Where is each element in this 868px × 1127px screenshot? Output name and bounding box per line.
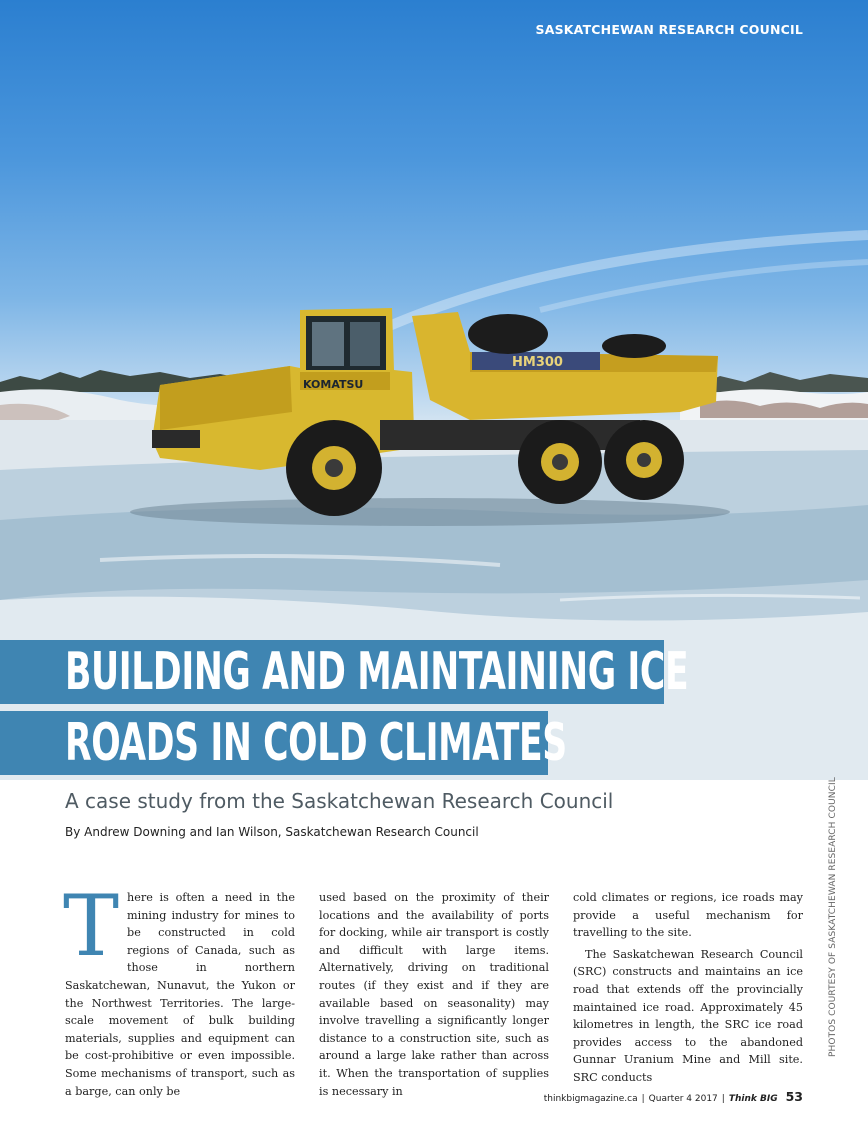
body-column-1 bbox=[63, 877, 295, 1100]
byline: By Andrew Downing and Ian Wilson, Saskatchewan Research Council bbox=[65, 825, 479, 839]
footer-site: thinkbigmagazine.ca bbox=[543, 1094, 638, 1104]
truck-brand-label: KOMATSU bbox=[303, 378, 364, 391]
body-paragraph: used based on the proximity of their locations and the availability of ports for docking, while air transport is costly and difficult with large items. Alternatively, driving on traditional routes (if they exist and if they are available based on seasonality) may involve travelling a significantly longer distance to a construction site, such as around a large lake rather than across it. When the transportation of supplies is necessary in bbox=[319, 891, 549, 1098]
footer-magazine: Think BIG bbox=[728, 1094, 778, 1104]
photo-credit: PHOTOS COURTESY OF SASKATCHEWAN RESEARCH COUNCIL bbox=[828, 777, 838, 1057]
truck-model-label: HM300 bbox=[512, 355, 563, 370]
title-line-1-text: BUILDING AND MAINTAINING ICE bbox=[65, 642, 689, 702]
body-paragraph: cold climates or regions, ice roads may provide a useful mechanism for travelling to the site. bbox=[573, 891, 803, 940]
page-number: 53 bbox=[785, 1089, 803, 1104]
footer-issue: Quarter 4 2017 bbox=[648, 1094, 718, 1104]
body-paragraph: The Saskatchewan Research Council (SRC) constructs and maintains an ice road that extends off the provincially maintained ice road. Approximately 45 kilometres in length, the SRC ice road provides access to the abandoned Gunnar Uranium Mine and Mill site. SRC conducts bbox=[573, 947, 803, 1084]
drop-cap: T bbox=[63, 877, 120, 975]
running-head: SASKATCHEWAN RESEARCH COUNCIL bbox=[535, 22, 803, 37]
page-footer: thinkbigmagazine.ca | Quarter 4 2017 | Think BIG 53 bbox=[543, 1089, 803, 1104]
body-paragraph: here is often a need in the mining industry for mines to be constructed in cold regions of Canada, such as those in northern Saskatchewan, Nunavut, the Yukon or the Northwest Territories. The large-scale movement of bulk building materials, supplies and equipment can be cost-prohibitive or even impossible. Some mechanisms of transport, such as a barge, can only be bbox=[65, 891, 295, 1098]
title-line-2-text: ROADS IN COLD CLIMATES bbox=[65, 713, 567, 773]
article-subtitle: A case study from the Saskatchewan Research Council bbox=[65, 789, 614, 813]
article-title-line-1 bbox=[0, 640, 689, 704]
body-column-2 bbox=[319, 889, 549, 1100]
body-column-3 bbox=[573, 889, 803, 1087]
article-title-line-2 bbox=[0, 711, 567, 775]
